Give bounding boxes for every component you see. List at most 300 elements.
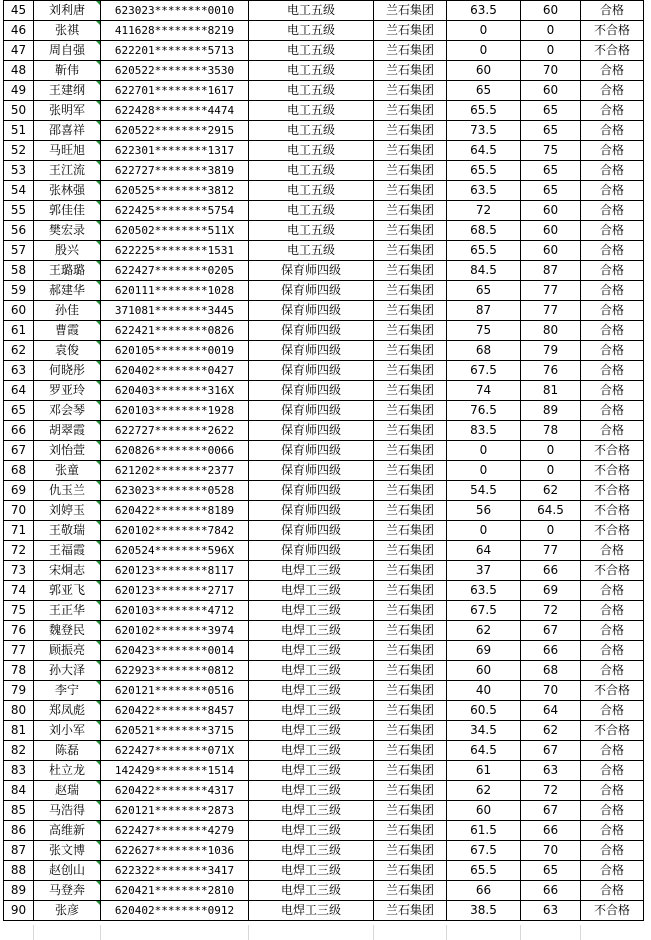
id-number-cell[interactable]: 620826********0066 xyxy=(101,441,249,461)
unit-cell[interactable]: 兰石集团 xyxy=(374,741,447,761)
result-cell[interactable]: 合格 xyxy=(581,121,644,141)
id-number-cell[interactable]: 620103********4712 xyxy=(101,601,249,621)
occupation-cell[interactable]: 电焊工三级 xyxy=(249,661,374,681)
theory-score-cell[interactable]: 65.5 xyxy=(447,861,521,881)
row-number-cell[interactable]: 64 xyxy=(4,381,34,401)
result-cell[interactable]: 不合格 xyxy=(581,501,644,521)
id-number-cell[interactable]: 622923********0812 xyxy=(101,661,249,681)
row-number-cell[interactable]: 62 xyxy=(4,341,34,361)
row-number-cell[interactable]: 88 xyxy=(4,861,34,881)
unit-cell[interactable]: 兰石集团 xyxy=(374,1,447,21)
name-cell[interactable]: 王璐璐 xyxy=(34,261,101,281)
row-number-cell[interactable]: 75 xyxy=(4,601,34,621)
id-number-cell[interactable]: 622727********3819 xyxy=(101,161,249,181)
practical-score-cell[interactable]: 67 xyxy=(521,801,581,821)
row-number-cell[interactable]: 86 xyxy=(4,821,34,841)
name-cell[interactable]: 孙佳 xyxy=(34,301,101,321)
result-cell[interactable]: 不合格 xyxy=(581,681,644,701)
name-cell[interactable]: 曹霞 xyxy=(34,321,101,341)
theory-score-cell[interactable]: 66 xyxy=(447,881,521,901)
result-cell[interactable]: 合格 xyxy=(581,421,644,441)
name-cell[interactable]: 赵瑞 xyxy=(34,781,101,801)
practical-score-cell[interactable]: 66 xyxy=(521,641,581,661)
theory-score-cell[interactable]: 73.5 xyxy=(447,121,521,141)
occupation-cell[interactable]: 保育师四级 xyxy=(249,381,374,401)
practical-score-cell[interactable]: 65 xyxy=(521,121,581,141)
theory-score-cell[interactable]: 84.5 xyxy=(447,261,521,281)
unit-cell[interactable]: 兰石集团 xyxy=(374,81,447,101)
unit-cell[interactable]: 兰石集团 xyxy=(374,421,447,441)
unit-cell[interactable]: 兰石集团 xyxy=(374,221,447,241)
unit-cell[interactable]: 兰石集团 xyxy=(374,821,447,841)
result-cell[interactable]: 不合格 xyxy=(581,21,644,41)
id-number-cell[interactable]: 620422********8457 xyxy=(101,701,249,721)
practical-score-cell[interactable]: 0 xyxy=(521,461,581,481)
theory-score-cell[interactable]: 83.5 xyxy=(447,421,521,441)
unit-cell[interactable]: 兰石集团 xyxy=(374,121,447,141)
result-cell[interactable]: 不合格 xyxy=(581,561,644,581)
name-cell[interactable]: 王福霞 xyxy=(34,541,101,561)
id-number-cell[interactable]: 622701********1617 xyxy=(101,81,249,101)
name-cell[interactable]: 王正华 xyxy=(34,601,101,621)
result-cell[interactable]: 合格 xyxy=(581,301,644,321)
occupation-cell[interactable]: 电工五级 xyxy=(249,21,374,41)
row-number-cell[interactable]: 52 xyxy=(4,141,34,161)
id-number-cell[interactable]: 620422********4317 xyxy=(101,781,249,801)
name-cell[interactable]: 邵喜祥 xyxy=(34,121,101,141)
row-number-cell[interactable]: 83 xyxy=(4,761,34,781)
practical-score-cell[interactable]: 60 xyxy=(521,201,581,221)
result-cell[interactable]: 合格 xyxy=(581,761,644,781)
theory-score-cell[interactable]: 64 xyxy=(447,541,521,561)
id-number-cell[interactable]: 620402********0912 xyxy=(101,901,249,921)
id-number-cell[interactable]: 371081********3445 xyxy=(101,301,249,321)
name-cell[interactable]: 杜立龙 xyxy=(34,761,101,781)
practical-score-cell[interactable]: 0 xyxy=(521,21,581,41)
unit-cell[interactable]: 兰石集团 xyxy=(374,101,447,121)
theory-score-cell[interactable]: 76.5 xyxy=(447,401,521,421)
occupation-cell[interactable]: 电焊工三级 xyxy=(249,821,374,841)
result-cell[interactable]: 合格 xyxy=(581,701,644,721)
theory-score-cell[interactable]: 0 xyxy=(447,461,521,481)
id-number-cell[interactable]: 142429********1514 xyxy=(101,761,249,781)
theory-score-cell[interactable]: 72 xyxy=(447,201,521,221)
occupation-cell[interactable]: 保育师四级 xyxy=(249,361,374,381)
row-number-cell[interactable]: 56 xyxy=(4,221,34,241)
result-cell[interactable]: 合格 xyxy=(581,241,644,261)
row-number-cell[interactable]: 66 xyxy=(4,421,34,441)
occupation-cell[interactable]: 保育师四级 xyxy=(249,481,374,501)
row-number-cell[interactable]: 60 xyxy=(4,301,34,321)
occupation-cell[interactable]: 电焊工三级 xyxy=(249,881,374,901)
theory-score-cell[interactable]: 61.5 xyxy=(447,821,521,841)
unit-cell[interactable]: 兰石集团 xyxy=(374,721,447,741)
name-cell[interactable]: 郭亚飞 xyxy=(34,581,101,601)
id-number-cell[interactable]: 620121********2873 xyxy=(101,801,249,821)
id-number-cell[interactable]: 620524********596X xyxy=(101,541,249,561)
theory-score-cell[interactable]: 65 xyxy=(447,81,521,101)
unit-cell[interactable]: 兰石集团 xyxy=(374,401,447,421)
theory-score-cell[interactable]: 64.5 xyxy=(447,741,521,761)
theory-score-cell[interactable]: 68.5 xyxy=(447,221,521,241)
practical-score-cell[interactable]: 60 xyxy=(521,81,581,101)
result-cell[interactable]: 合格 xyxy=(581,81,644,101)
name-cell[interactable]: 马浩得 xyxy=(34,801,101,821)
name-cell[interactable]: 张祺 xyxy=(34,21,101,41)
id-number-cell[interactable]: 620103********1928 xyxy=(101,401,249,421)
occupation-cell[interactable]: 电焊工三级 xyxy=(249,761,374,781)
theory-score-cell[interactable]: 60 xyxy=(447,661,521,681)
row-number-cell[interactable]: 80 xyxy=(4,701,34,721)
theory-score-cell[interactable]: 60.5 xyxy=(447,701,521,721)
occupation-cell[interactable]: 电工五级 xyxy=(249,81,374,101)
occupation-cell[interactable]: 电焊工三级 xyxy=(249,641,374,661)
result-cell[interactable]: 合格 xyxy=(581,281,644,301)
result-cell[interactable]: 合格 xyxy=(581,801,644,821)
id-number-cell[interactable]: 620525********3812 xyxy=(101,181,249,201)
id-number-cell[interactable]: 620502********511X xyxy=(101,221,249,241)
name-cell[interactable]: 孙大泽 xyxy=(34,661,101,681)
practical-score-cell[interactable]: 60 xyxy=(521,241,581,261)
row-number-cell[interactable]: 78 xyxy=(4,661,34,681)
name-cell[interactable]: 马旺旭 xyxy=(34,141,101,161)
row-number-cell[interactable]: 81 xyxy=(4,721,34,741)
name-cell[interactable]: 刘利唐 xyxy=(34,1,101,21)
occupation-cell[interactable]: 电焊工三级 xyxy=(249,621,374,641)
unit-cell[interactable]: 兰石集团 xyxy=(374,661,447,681)
name-cell[interactable]: 郭佳佳 xyxy=(34,201,101,221)
theory-score-cell[interactable]: 61 xyxy=(447,761,521,781)
name-cell[interactable]: 赵创山 xyxy=(34,861,101,881)
practical-score-cell[interactable]: 81 xyxy=(521,381,581,401)
theory-score-cell[interactable]: 65.5 xyxy=(447,161,521,181)
unit-cell[interactable]: 兰石集团 xyxy=(374,201,447,221)
id-number-cell[interactable]: 620123********2717 xyxy=(101,581,249,601)
name-cell[interactable]: 袁俊 xyxy=(34,341,101,361)
id-number-cell[interactable]: 623023********0528 xyxy=(101,481,249,501)
occupation-cell[interactable]: 电焊工三级 xyxy=(249,861,374,881)
theory-score-cell[interactable]: 40 xyxy=(447,681,521,701)
id-number-cell[interactable]: 621202********2377 xyxy=(101,461,249,481)
name-cell[interactable]: 郑凤彪 xyxy=(34,701,101,721)
occupation-cell[interactable]: 保育师四级 xyxy=(249,461,374,481)
occupation-cell[interactable]: 保育师四级 xyxy=(249,301,374,321)
practical-score-cell[interactable]: 80 xyxy=(521,321,581,341)
id-number-cell[interactable]: 622727********2622 xyxy=(101,421,249,441)
unit-cell[interactable]: 兰石集团 xyxy=(374,141,447,161)
id-number-cell[interactable]: 620402********0427 xyxy=(101,361,249,381)
row-number-cell[interactable]: 46 xyxy=(4,21,34,41)
row-number-cell[interactable]: 73 xyxy=(4,561,34,581)
unit-cell[interactable]: 兰石集团 xyxy=(374,561,447,581)
unit-cell[interactable]: 兰石集团 xyxy=(374,761,447,781)
occupation-cell[interactable]: 电焊工三级 xyxy=(249,701,374,721)
practical-score-cell[interactable]: 70 xyxy=(521,61,581,81)
occupation-cell[interactable]: 保育师四级 xyxy=(249,541,374,561)
practical-score-cell[interactable]: 65 xyxy=(521,181,581,201)
occupation-cell[interactable]: 保育师四级 xyxy=(249,421,374,441)
row-number-cell[interactable]: 51 xyxy=(4,121,34,141)
unit-cell[interactable]: 兰石集团 xyxy=(374,441,447,461)
id-number-cell[interactable]: 620121********0516 xyxy=(101,681,249,701)
name-cell[interactable]: 张童 xyxy=(34,461,101,481)
practical-score-cell[interactable]: 77 xyxy=(521,301,581,321)
id-number-cell[interactable]: 620521********3715 xyxy=(101,721,249,741)
practical-score-cell[interactable]: 70 xyxy=(521,841,581,861)
row-number-cell[interactable]: 69 xyxy=(4,481,34,501)
id-number-cell[interactable]: 620422********8189 xyxy=(101,501,249,521)
unit-cell[interactable]: 兰石集团 xyxy=(374,21,447,41)
practical-score-cell[interactable]: 62 xyxy=(521,721,581,741)
id-number-cell[interactable]: 620403********316X xyxy=(101,381,249,401)
name-cell[interactable]: 李宁 xyxy=(34,681,101,701)
id-number-cell[interactable]: 622425********5754 xyxy=(101,201,249,221)
theory-score-cell[interactable]: 67.5 xyxy=(447,601,521,621)
result-cell[interactable]: 合格 xyxy=(581,181,644,201)
result-cell[interactable]: 合格 xyxy=(581,221,644,241)
row-number-cell[interactable]: 53 xyxy=(4,161,34,181)
result-cell[interactable]: 不合格 xyxy=(581,41,644,61)
occupation-cell[interactable]: 电工五级 xyxy=(249,241,374,261)
name-cell[interactable]: 樊宏录 xyxy=(34,221,101,241)
theory-score-cell[interactable]: 0 xyxy=(447,41,521,61)
unit-cell[interactable]: 兰石集团 xyxy=(374,641,447,661)
name-cell[interactable]: 张明军 xyxy=(34,101,101,121)
practical-score-cell[interactable]: 0 xyxy=(521,441,581,461)
practical-score-cell[interactable]: 67 xyxy=(521,741,581,761)
name-cell[interactable]: 张林强 xyxy=(34,181,101,201)
result-cell[interactable]: 合格 xyxy=(581,401,644,421)
occupation-cell[interactable]: 电工五级 xyxy=(249,141,374,161)
name-cell[interactable]: 陈磊 xyxy=(34,741,101,761)
row-number-cell[interactable]: 47 xyxy=(4,41,34,61)
unit-cell[interactable]: 兰石集团 xyxy=(374,621,447,641)
row-number-cell[interactable]: 49 xyxy=(4,81,34,101)
name-cell[interactable]: 胡翠霞 xyxy=(34,421,101,441)
row-number-cell[interactable]: 54 xyxy=(4,181,34,201)
row-number-cell[interactable]: 58 xyxy=(4,261,34,281)
occupation-cell[interactable]: 保育师四级 xyxy=(249,281,374,301)
theory-score-cell[interactable]: 67.5 xyxy=(447,841,521,861)
id-number-cell[interactable]: 622627********1036 xyxy=(101,841,249,861)
result-cell[interactable]: 合格 xyxy=(581,861,644,881)
practical-score-cell[interactable]: 87 xyxy=(521,261,581,281)
unit-cell[interactable]: 兰石集团 xyxy=(374,601,447,621)
id-number-cell[interactable]: 622421********0826 xyxy=(101,321,249,341)
row-number-cell[interactable]: 89 xyxy=(4,881,34,901)
name-cell[interactable]: 顾振亮 xyxy=(34,641,101,661)
theory-score-cell[interactable]: 75 xyxy=(447,321,521,341)
occupation-cell[interactable]: 电焊工三级 xyxy=(249,901,374,921)
practical-score-cell[interactable]: 64.5 xyxy=(521,501,581,521)
theory-score-cell[interactable]: 56 xyxy=(447,501,521,521)
practical-score-cell[interactable]: 63 xyxy=(521,761,581,781)
practical-score-cell[interactable]: 68 xyxy=(521,661,581,681)
id-number-cell[interactable]: 622201********5713 xyxy=(101,41,249,61)
practical-score-cell[interactable]: 77 xyxy=(521,541,581,561)
name-cell[interactable]: 郝建华 xyxy=(34,281,101,301)
name-cell[interactable]: 邓会琴 xyxy=(34,401,101,421)
name-cell[interactable]: 张文博 xyxy=(34,841,101,861)
unit-cell[interactable]: 兰石集团 xyxy=(374,41,447,61)
practical-score-cell[interactable]: 75 xyxy=(521,141,581,161)
practical-score-cell[interactable]: 78 xyxy=(521,421,581,441)
row-number-cell[interactable]: 77 xyxy=(4,641,34,661)
occupation-cell[interactable]: 电焊工三级 xyxy=(249,561,374,581)
result-cell[interactable]: 不合格 xyxy=(581,721,644,741)
row-number-cell[interactable]: 84 xyxy=(4,781,34,801)
result-cell[interactable]: 合格 xyxy=(581,361,644,381)
result-cell[interactable]: 合格 xyxy=(581,621,644,641)
practical-score-cell[interactable]: 65 xyxy=(521,161,581,181)
theory-score-cell[interactable]: 74 xyxy=(447,381,521,401)
id-number-cell[interactable]: 620111********1028 xyxy=(101,281,249,301)
practical-score-cell[interactable]: 64 xyxy=(521,701,581,721)
result-cell[interactable]: 合格 xyxy=(581,821,644,841)
result-cell[interactable]: 不合格 xyxy=(581,901,644,921)
row-number-cell[interactable]: 76 xyxy=(4,621,34,641)
row-number-cell[interactable]: 50 xyxy=(4,101,34,121)
id-number-cell[interactable]: 622301********1317 xyxy=(101,141,249,161)
name-cell[interactable]: 王建纲 xyxy=(34,81,101,101)
unit-cell[interactable]: 兰石集团 xyxy=(374,361,447,381)
name-cell[interactable]: 王江流 xyxy=(34,161,101,181)
result-cell[interactable]: 合格 xyxy=(581,101,644,121)
theory-score-cell[interactable]: 34.5 xyxy=(447,721,521,741)
row-number-cell[interactable]: 63 xyxy=(4,361,34,381)
theory-score-cell[interactable]: 0 xyxy=(447,521,521,541)
result-cell[interactable]: 合格 xyxy=(581,601,644,621)
unit-cell[interactable]: 兰石集团 xyxy=(374,261,447,281)
theory-score-cell[interactable]: 37 xyxy=(447,561,521,581)
practical-score-cell[interactable]: 0 xyxy=(521,41,581,61)
occupation-cell[interactable]: 保育师四级 xyxy=(249,341,374,361)
theory-score-cell[interactable]: 0 xyxy=(447,21,521,41)
practical-score-cell[interactable]: 66 xyxy=(521,821,581,841)
unit-cell[interactable]: 兰石集团 xyxy=(374,701,447,721)
row-number-cell[interactable]: 59 xyxy=(4,281,34,301)
result-cell[interactable]: 合格 xyxy=(581,321,644,341)
unit-cell[interactable]: 兰石集团 xyxy=(374,581,447,601)
result-cell[interactable]: 合格 xyxy=(581,261,644,281)
theory-score-cell[interactable]: 67.5 xyxy=(447,361,521,381)
row-number-cell[interactable]: 70 xyxy=(4,501,34,521)
result-cell[interactable]: 合格 xyxy=(581,201,644,221)
result-cell[interactable]: 合格 xyxy=(581,161,644,181)
occupation-cell[interactable]: 保育师四级 xyxy=(249,501,374,521)
practical-score-cell[interactable]: 65 xyxy=(521,861,581,881)
id-number-cell[interactable]: 620522********3530 xyxy=(101,61,249,81)
row-number-cell[interactable]: 72 xyxy=(4,541,34,561)
practical-score-cell[interactable]: 67 xyxy=(521,621,581,641)
theory-score-cell[interactable]: 63.5 xyxy=(447,581,521,601)
theory-score-cell[interactable]: 65.5 xyxy=(447,241,521,261)
name-cell[interactable]: 宋炯志 xyxy=(34,561,101,581)
name-cell[interactable]: 靳伟 xyxy=(34,61,101,81)
row-number-cell[interactable]: 45 xyxy=(4,1,34,21)
unit-cell[interactable]: 兰石集团 xyxy=(374,681,447,701)
unit-cell[interactable]: 兰石集团 xyxy=(374,461,447,481)
occupation-cell[interactable]: 电焊工三级 xyxy=(249,721,374,741)
id-number-cell[interactable]: 620123********8117 xyxy=(101,561,249,581)
result-cell[interactable]: 合格 xyxy=(581,141,644,161)
id-number-cell[interactable]: 622427********0205 xyxy=(101,261,249,281)
unit-cell[interactable]: 兰石集团 xyxy=(374,881,447,901)
result-cell[interactable]: 合格 xyxy=(581,341,644,361)
unit-cell[interactable]: 兰石集团 xyxy=(374,861,447,881)
practical-score-cell[interactable]: 72 xyxy=(521,781,581,801)
occupation-cell[interactable]: 保育师四级 xyxy=(249,321,374,341)
practical-score-cell[interactable]: 89 xyxy=(521,401,581,421)
occupation-cell[interactable]: 保育师四级 xyxy=(249,521,374,541)
id-number-cell[interactable]: 622225********1531 xyxy=(101,241,249,261)
row-number-cell[interactable]: 85 xyxy=(4,801,34,821)
row-number-cell[interactable]: 55 xyxy=(4,201,34,221)
unit-cell[interactable]: 兰石集团 xyxy=(374,321,447,341)
occupation-cell[interactable]: 电工五级 xyxy=(249,101,374,121)
result-cell[interactable]: 合格 xyxy=(581,741,644,761)
row-number-cell[interactable]: 90 xyxy=(4,901,34,921)
result-cell[interactable]: 合格 xyxy=(581,661,644,681)
name-cell[interactable]: 周自强 xyxy=(34,41,101,61)
unit-cell[interactable]: 兰石集团 xyxy=(374,341,447,361)
row-number-cell[interactable]: 71 xyxy=(4,521,34,541)
unit-cell[interactable]: 兰石集团 xyxy=(374,161,447,181)
occupation-cell[interactable]: 保育师四级 xyxy=(249,441,374,461)
occupation-cell[interactable]: 保育师四级 xyxy=(249,261,374,281)
result-cell[interactable]: 合格 xyxy=(581,641,644,661)
id-number-cell[interactable]: 622428********4474 xyxy=(101,101,249,121)
id-number-cell[interactable]: 620105********0019 xyxy=(101,341,249,361)
id-number-cell[interactable]: 620423********0014 xyxy=(101,641,249,661)
result-cell[interactable]: 不合格 xyxy=(581,461,644,481)
unit-cell[interactable]: 兰石集团 xyxy=(374,61,447,81)
unit-cell[interactable]: 兰石集团 xyxy=(374,381,447,401)
unit-cell[interactable]: 兰石集团 xyxy=(374,541,447,561)
occupation-cell[interactable]: 电工五级 xyxy=(249,161,374,181)
name-cell[interactable]: 王敬瑞 xyxy=(34,521,101,541)
name-cell[interactable]: 何晓彤 xyxy=(34,361,101,381)
name-cell[interactable]: 高维新 xyxy=(34,821,101,841)
practical-score-cell[interactable]: 65 xyxy=(521,101,581,121)
id-number-cell[interactable]: 620421********2810 xyxy=(101,881,249,901)
unit-cell[interactable]: 兰石集团 xyxy=(374,181,447,201)
occupation-cell[interactable]: 电工五级 xyxy=(249,201,374,221)
practical-score-cell[interactable]: 66 xyxy=(521,881,581,901)
practical-score-cell[interactable]: 63 xyxy=(521,901,581,921)
occupation-cell[interactable]: 电焊工三级 xyxy=(249,681,374,701)
practical-score-cell[interactable]: 69 xyxy=(521,581,581,601)
row-number-cell[interactable]: 87 xyxy=(4,841,34,861)
occupation-cell[interactable]: 电工五级 xyxy=(249,181,374,201)
name-cell[interactable]: 刘怡萱 xyxy=(34,441,101,461)
id-number-cell[interactable]: 620102********7842 xyxy=(101,521,249,541)
id-number-cell[interactable]: 622427********071X xyxy=(101,741,249,761)
theory-score-cell[interactable]: 60 xyxy=(447,801,521,821)
theory-score-cell[interactable]: 64.5 xyxy=(447,141,521,161)
occupation-cell[interactable]: 电焊工三级 xyxy=(249,581,374,601)
row-number-cell[interactable]: 48 xyxy=(4,61,34,81)
theory-score-cell[interactable]: 63.5 xyxy=(447,1,521,21)
theory-score-cell[interactable]: 65.5 xyxy=(447,101,521,121)
unit-cell[interactable]: 兰石集团 xyxy=(374,901,447,921)
name-cell[interactable]: 马登奔 xyxy=(34,881,101,901)
row-number-cell[interactable]: 65 xyxy=(4,401,34,421)
result-cell[interactable]: 合格 xyxy=(581,881,644,901)
theory-score-cell[interactable]: 0 xyxy=(447,441,521,461)
result-cell[interactable]: 不合格 xyxy=(581,521,644,541)
practical-score-cell[interactable]: 66 xyxy=(521,561,581,581)
